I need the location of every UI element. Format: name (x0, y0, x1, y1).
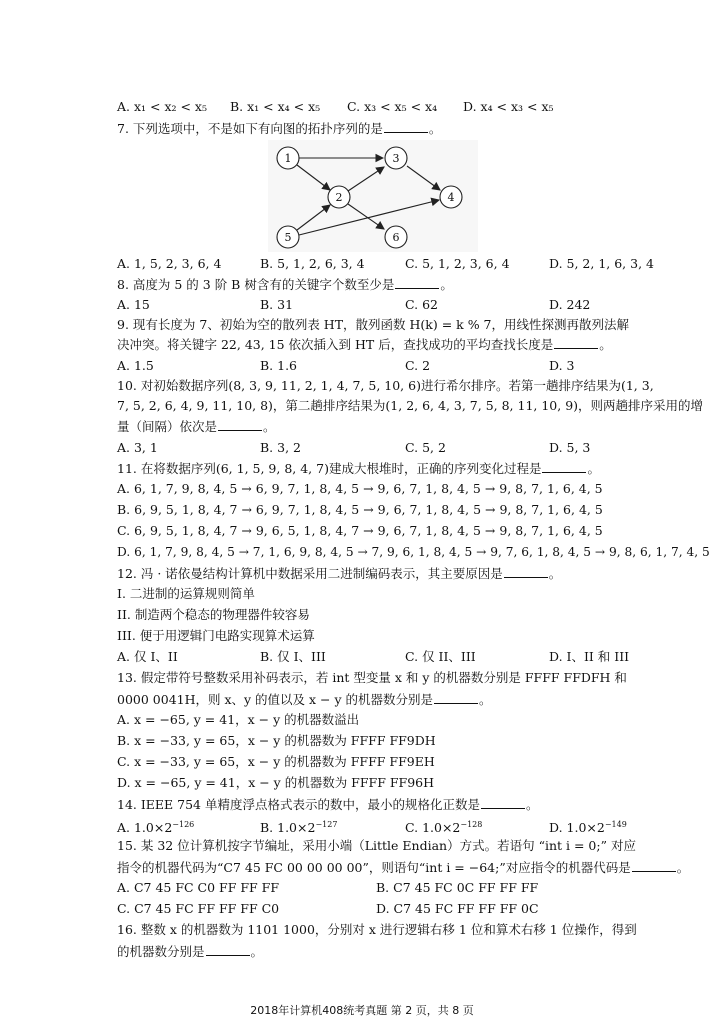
q13-line-2-end: 。 (479, 692, 492, 707)
q14-stem (117, 796, 539, 813)
q15-line-2-text: 指令的机器代码为“C7 45 FC 00 00 00 00”，则语句“int i = −64;”对应指令的机器代码是 (117, 860, 631, 875)
q12-option-b: B. 仅 I、III (260, 649, 326, 664)
q8-stem-text: 8. 高度为 5 的 3 阶 B 树含有的关键字个数至少是 (117, 277, 395, 292)
q7-option-a: A. 1, 5, 2, 3, 6, 4 (117, 256, 222, 271)
q13-line-2 (117, 691, 492, 708)
q14-stem-text: 14. IEEE 754 单精度浮点格式表示的数中，最小的规格化正数是 (117, 797, 480, 812)
q12-stem (117, 565, 561, 582)
q10-option-a: A. 3, 1 (117, 440, 158, 455)
graph-node-6-label: 6 (392, 231, 400, 244)
q7-stem (117, 120, 441, 137)
page-footer: 2018年计算机408统考真题 第 2 页，共 8 页 (250, 1004, 474, 1017)
q13-line-1: 13. 假定带符号整数采用补码表示，若 int 型变量 x 和 y 的机器数分别是 FFFF FFDFH 和 (117, 670, 627, 685)
q14-option-c (405, 817, 482, 836)
graph-node-4-label: 4 (447, 191, 455, 204)
q7-stem-end: 。 (428, 121, 442, 136)
q15-option-a: A. C7 45 FC C0 FF FF FF (117, 880, 280, 895)
q14-option-d-exp: −149 (604, 820, 627, 829)
q8-stem-end: 。 (440, 277, 453, 292)
answer-blank (481, 796, 525, 809)
q15-line-2 (117, 859, 689, 876)
q14-stem-end: 。 (525, 797, 539, 812)
q15-line-2-end: 。 (676, 860, 690, 875)
graph-node-5-label: 5 (284, 231, 292, 244)
answer-blank (632, 859, 676, 872)
q11-option-c: C. 6, 9, 5, 1, 8, 4, 7 → 9, 6, 5, 1, 8, 4, 7 → 9, 6, 7, 1, 8, 4, 5 → 9, 8, 7, 1, 6, 4, 5 (117, 523, 603, 538)
q7-option-b: B. 5, 1, 2, 6, 3, 4 (260, 256, 365, 271)
q8-option-b: B. 31 (260, 297, 294, 312)
answer-blank (542, 460, 586, 473)
q7-directed-graph (268, 140, 478, 252)
answer-blank (395, 276, 439, 289)
q6-option-d: D. x₄ < x₃ < x₅ (463, 99, 554, 114)
graph-node-3-label: 3 (392, 152, 400, 165)
q14-option-a-exp: −126 (172, 820, 195, 829)
q7-option-d: D. 5, 2, 1, 6, 3, 4 (549, 256, 654, 271)
answer-blank (218, 418, 262, 431)
q10-line-3-end: 。 (263, 419, 276, 434)
q9-line-1: 9. 现有长度为 7、初始为空的散列表 HT，散列函数 H(k) = k % 7，用线性探测再散列法解 (117, 317, 630, 332)
q11-stem-end: 。 (587, 461, 600, 476)
q10-option-c: C. 5, 2 (405, 440, 446, 455)
graph-node-2-label: 2 (335, 191, 343, 204)
q6-option-c: C. x₃ < x₅ < x₄ (347, 99, 438, 114)
q12-stem-text: 12. 冯 · 诺依曼结构计算机中数据采用二进制编码表示，其主要原因是 (117, 566, 503, 581)
q9-option-a: A. 1.5 (117, 358, 154, 373)
q11-option-a: A. 6, 1, 7, 9, 8, 4, 5 → 6, 9, 7, 1, 8, 4, 5 → 9, 6, 7, 1, 8, 4, 5 → 9, 8, 7, 1, 6, 4, 5 (117, 481, 603, 496)
answer-blank (434, 691, 478, 704)
q9-option-c: C. 2 (405, 358, 431, 373)
q9-option-d: D. 3 (549, 358, 575, 373)
q9-line-2-end: 。 (599, 337, 612, 352)
q15-option-b: B. C7 45 FC 0C FF FF FF (376, 880, 539, 895)
q11-option-d: D. 6, 1, 7, 9, 8, 4, 5 → 7, 1, 6, 9, 8, 4, 5 → 7, 9, 6, 1, 8, 4, 5 → 9, 7, 6, 1, 8, 4, 5 → 9, 8, 6, 1, 7, 4, 5 (117, 545, 710, 559)
q8-option-c: C. 62 (405, 297, 438, 312)
q12-stem-end: 。 (548, 566, 562, 581)
q9-option-b: B. 1.6 (260, 358, 298, 373)
q12-item-1: I. 二进制的运算规则简单 (117, 586, 255, 601)
q8-option-d: D. 242 (549, 297, 591, 312)
q14-option-a (117, 817, 194, 836)
q12-item-3: III. 便于用逻辑门电路实现算术运算 (117, 628, 315, 643)
q13-option-c: C. x = −33, y = 65，x − y 的机器数为 FFFF FF9EH (117, 754, 435, 769)
q16-line-2-end: 。 (250, 944, 264, 959)
q10-line-3-text: 量（间隔）依次是 (117, 419, 218, 434)
answer-blank (554, 336, 598, 349)
q8-option-a: A. 15 (117, 297, 150, 312)
q14-option-b (260, 817, 337, 836)
graph-node-1-label: 1 (284, 152, 292, 165)
q12-option-a: A. 仅 I、II (117, 649, 178, 664)
q14-option-c-exp: −128 (460, 820, 483, 829)
answer-blank (504, 565, 548, 578)
q14-option-c-base: C. 1.0×2 (405, 820, 461, 836)
q15-option-c: C. C7 45 FC FF FF FF C0 (117, 901, 280, 916)
q6-option-b: B. x₁ < x₄ < x₅ (230, 99, 321, 114)
q12-option-c: C. 仅 II、III (405, 649, 476, 664)
q13-option-d: D. x = −65, y = 41，x − y 的机器数为 FFFF FF96H (117, 775, 435, 790)
q10-line-3 (117, 418, 276, 435)
q9-line-2 (117, 336, 612, 353)
q9-line-2-text: 决冲突。将关键字 22, 43, 15 依次插入到 HT 后，查找成功的平均查找长度是 (117, 337, 554, 352)
q10-option-d: D. 5, 3 (549, 440, 591, 455)
q10-option-b: B. 3, 2 (260, 440, 301, 455)
q10-line-2: 7, 5, 2, 6, 4, 9, 11, 10, 8)，第二趟排序结果为(1, 2, 6, 4, 3, 7, 5, 8, 11, 10, 9)，则两趟排序采用的增 (117, 398, 704, 413)
answer-blank (206, 943, 250, 956)
q15-line-1: 15. 某 32 位计算机按字节编址，采用小端（Little Endian）方式。若语句 “int i = 0;” 对应 (117, 838, 636, 853)
q6-option-a: A. x₁ < x₂ < x₅ (117, 99, 207, 114)
q11-option-b: B. 6, 9, 5, 1, 8, 4, 7 → 6, 9, 7, 1, 8, 4, 5 → 9, 6, 7, 1, 8, 4, 5 → 9, 8, 7, 1, 6, 4, 5 (117, 502, 603, 517)
q11-stem-text: 11. 在将数据序列(6, 1, 5, 9, 8, 4, 7)建成大根堆时，正确的序列变化过程是 (117, 461, 542, 476)
q15-option-d: D. C7 45 FC FF FF FF 0C (376, 901, 539, 916)
q14-option-d (549, 817, 627, 836)
q13-line-2-text: 0000 0041H，则 x、y 的值以及 x − y 的机器数分别是 (117, 692, 434, 707)
q13-option-b: B. x = −33, y = 65，x − y 的机器数为 FFFF FF9DH (117, 733, 436, 748)
q16-line-1: 16. 整数 x 的机器数为 1101 1000，分别对 x 进行逻辑右移 1 位和算术右移 1 位操作，得到 (117, 922, 637, 937)
q8-stem (117, 276, 453, 293)
q13-option-a: A. x = −65, y = 41，x − y 的机器数溢出 (117, 712, 360, 727)
q16-line-2 (117, 943, 263, 960)
q14-option-b-exp: −127 (315, 820, 338, 829)
q7-option-c: C. 5, 1, 2, 3, 6, 4 (405, 256, 510, 271)
answer-blank (384, 120, 428, 133)
q14-option-d-base: D. 1.0×2 (549, 820, 605, 836)
q11-stem (117, 460, 600, 477)
q10-line-1: 10. 对初始数据序列(8, 3, 9, 11, 2, 1, 4, 7, 5, 10, 6)进行希尔排序。若第一趟排序结果为(1, 3, (117, 378, 654, 393)
q14-option-a-base: A. 1.0×2 (117, 820, 173, 836)
q7-stem-text: 7. 下列选项中，不是如下有向图的拓扑序列的是 (117, 121, 383, 136)
q16-line-2-text: 的机器数分别是 (117, 944, 205, 959)
q14-option-b-base: B. 1.0×2 (260, 820, 316, 836)
q12-option-d: D. I、II 和 III (549, 649, 630, 664)
q12-item-2: II. 制造两个稳态的物理器件较容易 (117, 607, 310, 622)
